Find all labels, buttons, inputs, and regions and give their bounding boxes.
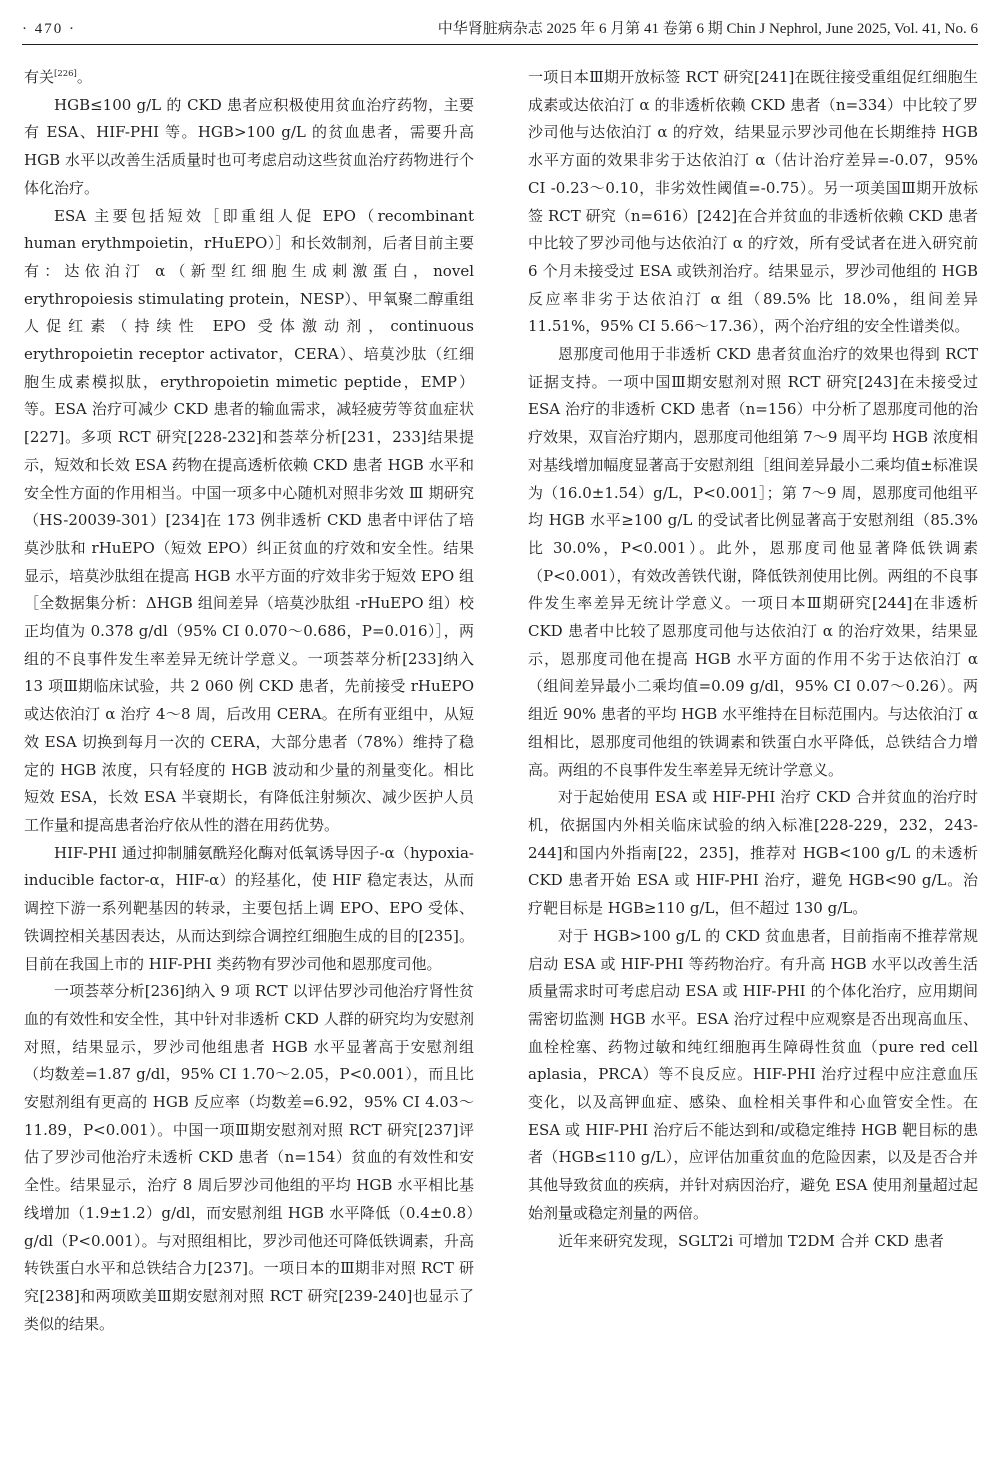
paragraph: 恩那度司他用于非透析 CKD 患者贫血治疗的效果也得到 RCT 证据支持。一项中国Ⅲ期安慰剂对照 RCT 研究[243]在未接受过 ESA 治疗的非透析 CKD 患者（n=156）中分析了恩那度司他的治疗效果，双盲治疗期内，恩那度司他组第 7～9 周平均 HGB 浓度相对基线增加幅度显著高于安慰剂组［组间差异最小二乘均值±标准误为（16.0±1.54）g/L，P<0.001］；第 7～9 周，恩那度司他组平均 HGB 水平≥100 g/L 的受试者比例显著高于安慰剂组（85.3% 比 30.0%，P<0.001）。此外，恩那度司他显著降低铁调素（P<0.001），有效改善铁代谢，降低铁剂使用比例。两组的不良事件发生率差异无统计学意义。一项日本Ⅲ期研究[244]在非透析 CKD 患者中比较了恩那度司他与达依泊汀 α 的治疗效果，结果显示，恩那度司他在提高 HGB 水平方面的作用不劣于达依泊汀 α（组间差异最小二乘均值=0.09 g/dl，95% CI 0.07～0.26）。两组近 90% 患者的平均 HGB 水平维持在目标范围内。与达依泊汀 α 组相比，恩那度司他组的铁调素和铁蛋白水平降低，总铁结合力增高。两组的不良事件发生率差异无统计学意义。 [528, 345, 978, 779]
paragraph: HIF-PHI 通过抑制脯氨酰羟化酶对低氧诱导因子-α（hypoxia-inducible factor-α，HIF-α）的羟基化，使 HIF 稳定表达，从而调控下游一系列靶基因的转录，主要包括上调 EPO、EPO 受体、铁调控相关基因表达，从而达到综合调控红细胞生成的目的[235]。目前在我国上市的 HIF-PHI 类药物有罗沙司他和恩那度司他。 [24, 843, 474, 973]
paragraph: HGB≤100 g/L 的 CKD 患者应积极使用贫血治疗药物，主要有 ESA、HIF-PHI 等。HGB>100 g/L 的贫血患者，需要升高 HGB 水平以改善生活质量时也可考虑启动这些贫血治疗药物进行个体化治疗。 [24, 95, 474, 197]
journal-citation: 中华肾脏病杂志 2025 年 6 月第 41 卷第 6 期 Chin J Nephrol, June 2025, Vol. 41, No. 6 [437, 21, 978, 37]
right-column [528, 64, 978, 1464]
paragraph: 一项日本Ⅲ期开放标签 RCT 研究[241]在既往接受重组促红细胞生成素或达依泊汀 α 的非透析依赖 CKD 患者（n=334）中比较了罗沙司他与达依泊汀 α 的疗效，结果显示罗沙司他在长期维持 HGB 水平方面的效果非劣于达依泊汀 α（估计治疗差异=-0.07，95% CI -0.23～0.10，非劣效性阈值=-0.75）。另一项美国Ⅲ期开放标签 RCT 研究（n=616）[242]在合并贫血的非透析依赖 CKD 患者中比较了罗沙司他与达依泊汀 α 的疗效，所有受试者在进入研究前 6 个月未接受过 ESA 或铁剂治疗。结果显示，罗沙司他组的 HGB 反应率非劣于达依泊汀 α 组（89.5% 比 18.0%，组间差异 11.51%，95% CI 5.66～17.36），两个治疗组的安全性谱类似。 [528, 68, 978, 336]
paragraph: 对于 HGB>100 g/L 的 CKD 贫血患者，目前指南不推荐常规启动 ESA 或 HIF-PHI 等药物治疗。有升高 HGB 水平以改善生活质量需求时可考虑启动 ESA 或 HIF-PHI 的个体化治疗，应用期间需密切监测 HGB 水平。ESA 治疗过程中应观察是否出现高血压、血栓栓塞、药物过敏和纯红细胞再生障碍性贫血（pure red cell aplasia，PRCA）等不良反应。HIF-PHI 治疗过程中应注意血压变化，以及高钾血症、感染、血栓相关事件和心血管安全性。在 ESA 或 HIF-PHI 治疗后不能达到和/或稳定维持 HGB 靶目标的患者（HGB≤110 g/L），应评估加重贫血的危险因素，以及是否合并其他导致贫血的疾病，并针对病因治疗，避免 ESA 使用剂量超过起始剂量或稳定剂量的两倍。 [528, 926, 978, 1222]
paragraph: 对于起始使用 ESA 或 HIF-PHI 治疗 CKD 合并贫血的治疗时机，依据国内外相关临床试验的纳入标准[228-229，232，243-244]和国内外指南[22，235]，推荐对 HGB<100 g/L 的未透析 CKD 患者开始 ESA 或 HIF-PHI 治疗，避免 HGB<90 g/L。治疗靶目标是 HGB≥110 g/L，但不超过 130 g/L。 [528, 788, 978, 918]
left-column [24, 64, 474, 1464]
paragraph: 一项荟萃分析[236]纳入 9 项 RCT 以评估罗沙司他治疗肾性贫血的有效性和安全性，其中针对非透析 CKD 人群的研究均为安慰剂对照，结果显示，罗沙司他组患者 HGB 水平显著高于安慰剂组（均数差=1.87 g/dl，95% CI 1.70～2.05，P<0.001），而且比安慰剂组有更高的 HGB 反应率（均数差=6.92，95% CI 4.03～11.89，P<0.001）。中国一项Ⅲ期安慰剂对照 RCT 研究[237]评估了罗沙司他治疗未透析 CKD 患者（n=154）贫血的有效性和安全性。结果显示，治疗 8 周后罗沙司他组的平均 HGB 水平相比基线增加（1.9±1.2）g/dl，而安慰剂组 HGB 水平降低（0.4±0.8）g/dl（P<0.001）。与对照组相比，罗沙司他还可降低铁调素，升高转铁蛋白水平和总铁结合力[237]。一项日本的Ⅲ期非对照 RCT 研究[238]和两项欧美Ⅲ期安慰剂对照 RCT 研究[239-240]也显示了类似的结果。 [24, 982, 474, 1333]
running-header [22, 14, 978, 45]
paragraph: 近年来研究发现，SGLT2i 可增加 T2DM 合并 CKD 患者 [558, 1231, 944, 1250]
paragraph: 有关[226]。 [24, 68, 92, 86]
page-number: · 470 · [22, 21, 76, 37]
paragraph: ESA 主要包括短效［即重组人促 EPO（recombinant human erythmpoietin，rHuEPO）］和长效制剂，后者目前主要有：达依泊汀 α（新型红细胞生成刺激蛋白，novel erythropoiesis stimulating protein，NESP）、甲氧聚二醇重组人促红素（持续性 EPO 受体激动剂，continuous erythropoietin receptor activator，CERA）、培莫沙肽（红细胞生成素模拟肽，erythropoietin mimetic peptide，EMP）等。ESA 治疗可减少 CKD 患者的输血需求，减轻疲劳等贫血症状[227]。多项 RCT 研究[228-232]和荟萃分析[231，233]结果提示，短效和长效 ESA 药物在提高透析依赖 CKD 患者 HGB 水平和安全性方面的作用相当。中国一项多中心随机对照非劣效 Ⅲ 期研究（HS-20039-301）[234]在 173 例非透析 CKD 患者中评估了培莫沙肽和 rHuEPO（短效 EPO）纠正贫血的疗效和安全性。结果显示，培莫沙肽组在提高 HGB 水平方面的疗效非劣于短效 EPO 组［全数据集分析：ΔHGB 组间差异（培莫沙肽组 -rHuEPO 组）校正均值为 0.378 g/dl（95% CI 0.070～0.686，P=0.016）］，两组的不良事件发生率差异无统计学意义。一项荟萃分析[233]纳入 13 项Ⅲ期临床试验，共 2 060 例 CKD 患者，先前接受 rHuEPO 或达依泊汀 α 治疗 4～8 周，后改用 CERA。在所有亚组中，从短效 ESA 切换到每月一次的 CERA，大部分患者（78%）维持了稳定的 HGB 浓度，只有轻度的 HGB 波动和少量的剂量变化。相比短效 ESA，长效 ESA 半衰期长，有降低注射频次、减少医护人员工作量和提高患者治疗依从性的潜在用药优势。 [24, 206, 474, 834]
reference-mark: [226] [54, 69, 77, 80]
